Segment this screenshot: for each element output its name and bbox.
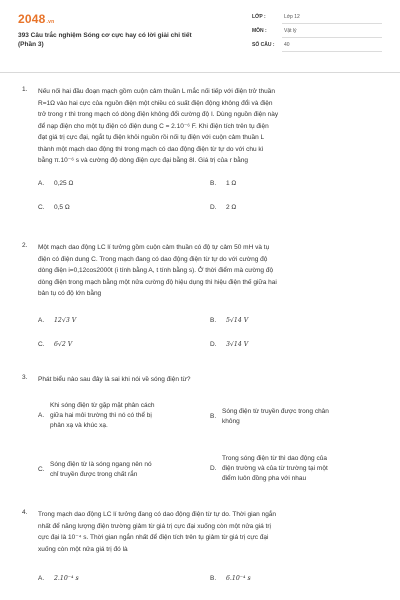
document-title-line-2: (Phần 3) [18, 41, 44, 48]
option-line: Sóng điện từ truyền được trong chân [222, 408, 329, 415]
option-b[interactable] [210, 574, 251, 584]
option-label: B. [210, 575, 217, 582]
question-line: bản tụ có độ lớn bằng [38, 290, 102, 297]
page-header [0, 0, 400, 73]
site-logo[interactable] [18, 12, 54, 26]
option-formula: 3√14 V [226, 341, 249, 348]
option-formula: 6.10⁻⁴ s [226, 575, 251, 582]
question-line: R=1Ω vào hai cực của nguồn điện một chiều có suất điện động không đổi và điện [38, 99, 273, 107]
meta-label-class: LỚP : [252, 14, 266, 20]
meta-row-class [252, 14, 382, 28]
option-label: B. [210, 317, 217, 324]
option-b[interactable] [210, 179, 236, 189]
question-line: trở trong r thì trong mạch có dòng điện không đổi cường độ I. Dùng nguồn điện này [38, 111, 279, 118]
question-line: Phát biểu nào sau đây là sai khi nói về sóng điện từ? [38, 376, 191, 383]
option-line: Trong sóng điện từ thì dao động của [222, 455, 327, 462]
document-meta [252, 14, 382, 56]
question-number: 2. [22, 242, 28, 249]
option-b[interactable] [210, 407, 382, 427]
option-text: 1 Ω [226, 180, 237, 187]
question-number: 4. [22, 509, 28, 516]
question-line: cực đại là 10⁻⁴ s. Thời gian ngắn nhất để điện tích trên tụ giảm từ giá trị cực đại [38, 534, 269, 541]
question-line: nhất để năng lượng điện trường giảm từ giá trị cực đại xuống còn một nửa giá trị [38, 522, 271, 530]
question-text [38, 86, 380, 167]
meta-row-count [252, 42, 382, 56]
option-label: B. [210, 180, 217, 187]
option-a[interactable] [38, 179, 73, 189]
option-formula: 5√14 V [226, 317, 249, 324]
option-text: 0,5 Ω [54, 204, 70, 211]
option-d[interactable] [210, 340, 248, 350]
question-line: điện có điện dung C. Trong mạch đang có dao động điện từ tự do với cường độ [38, 255, 268, 263]
question-number: 1. [22, 86, 28, 93]
logo-suffix: .vn [46, 19, 55, 25]
option-label: A. [38, 575, 45, 582]
meta-label-count: SỐ CÂU : [252, 42, 275, 48]
option-text: 0,25 Ω [54, 180, 74, 187]
question-text [38, 242, 380, 300]
option-formula: 12√3 V [54, 317, 77, 324]
option-d[interactable] [210, 203, 236, 213]
document-title [18, 31, 238, 49]
option-c[interactable] [38, 203, 70, 213]
option-label: D. [210, 204, 217, 211]
question-number: 3. [22, 374, 28, 381]
option-label: A. [38, 412, 45, 419]
option-line: điểm luôn đồng pha với nhau [222, 475, 307, 482]
option-label: A. [38, 180, 45, 187]
meta-row-subject [252, 28, 382, 42]
option-line: chỉ truyền được trong chất rắn [50, 471, 138, 478]
option-formula: 6√2 V [54, 341, 73, 348]
meta-value-class: Lớp 12 [282, 14, 382, 24]
meta-value-subject: Vật lý [282, 28, 382, 38]
option-label: A. [38, 317, 45, 324]
meta-label-subject: MÔN : [252, 28, 267, 34]
option-line: điện trường và của từ trường tại một [222, 465, 328, 472]
question-line: xuống còn một nửa giá trị đó là [38, 545, 128, 553]
option-text [222, 407, 382, 427]
option-line: phản xạ và khúc xạ. [50, 422, 108, 429]
question-line: bằng π.10⁻⁶ s và cường độ dòng điện cực đại bằng 8I. Giá trị của r bằng [38, 157, 249, 164]
option-label: C. [38, 341, 45, 348]
question-line: dòng điện trong mạch bằng một nửa cường độ hiệu dụng thì hiệu điện thế giữa hai [38, 278, 277, 286]
option-text [50, 460, 203, 480]
option-label: B. [210, 413, 217, 420]
question-line: Nếu nối hai đầu đoạn mạch gồm cuộn cảm thuần L mắc nối tiếp với điện trở thuần [38, 88, 276, 95]
option-d[interactable] [210, 454, 382, 484]
option-formula: 2.10⁻⁴ s [54, 575, 79, 582]
option-a[interactable] [38, 401, 203, 431]
option-line: Sóng điện từ là sóng ngang nên nó [50, 461, 152, 468]
option-text [50, 401, 203, 431]
option-line: không [222, 418, 240, 425]
option-label: D. [210, 465, 217, 472]
document-title-line-1: 393 Câu trắc nghiệm Sóng cơ cực hay có lời giải chi tiết [18, 32, 192, 39]
option-a[interactable] [38, 316, 76, 326]
question-text [38, 374, 380, 386]
question-line: Một mạch dao động LC lí tưởng gồm cuộn cảm thuần có độ tự cảm 50 mH và tụ [38, 244, 270, 251]
option-text: 2 Ω [226, 204, 237, 211]
option-line: Khi sóng điện từ gặp mặt phân cách [50, 402, 155, 409]
option-text [222, 454, 382, 484]
meta-value-count: 40 [282, 42, 382, 52]
question-line: Trong mạch dao động LC lí tưởng đang có dao động điện từ tự do. Thời gian ngắn [38, 511, 277, 518]
option-label: D. [210, 341, 217, 348]
option-label: C. [38, 466, 45, 473]
logo-text: 2048 [18, 12, 46, 26]
option-label: C. [38, 204, 45, 211]
question-line: đạt giá trị cực đại, ngắt tụ điện khỏi nguồn rồi nối tụ điện với cuộn cảm thuần L [38, 134, 265, 141]
question-line: thành một mạch dao động thì trong mạch có dao động điện từ tự do với chu kì [38, 145, 264, 153]
option-line: giữa hai môi trường thì nó có thể bị [50, 412, 152, 419]
option-c[interactable] [38, 340, 72, 350]
option-c[interactable] [38, 460, 203, 480]
option-b[interactable] [210, 316, 248, 326]
question-line: để nạp điện cho một tụ điện có điện dung C = 2.10⁻⁶ F. Khi điện tích trên tụ điện [38, 122, 269, 130]
question-text [38, 509, 380, 555]
question-line: dòng điện i=0,12cos2000t (i tính bằng A, t tính bằng s). Ở thời điểm mà cường độ [38, 267, 274, 274]
option-a[interactable] [38, 574, 79, 584]
